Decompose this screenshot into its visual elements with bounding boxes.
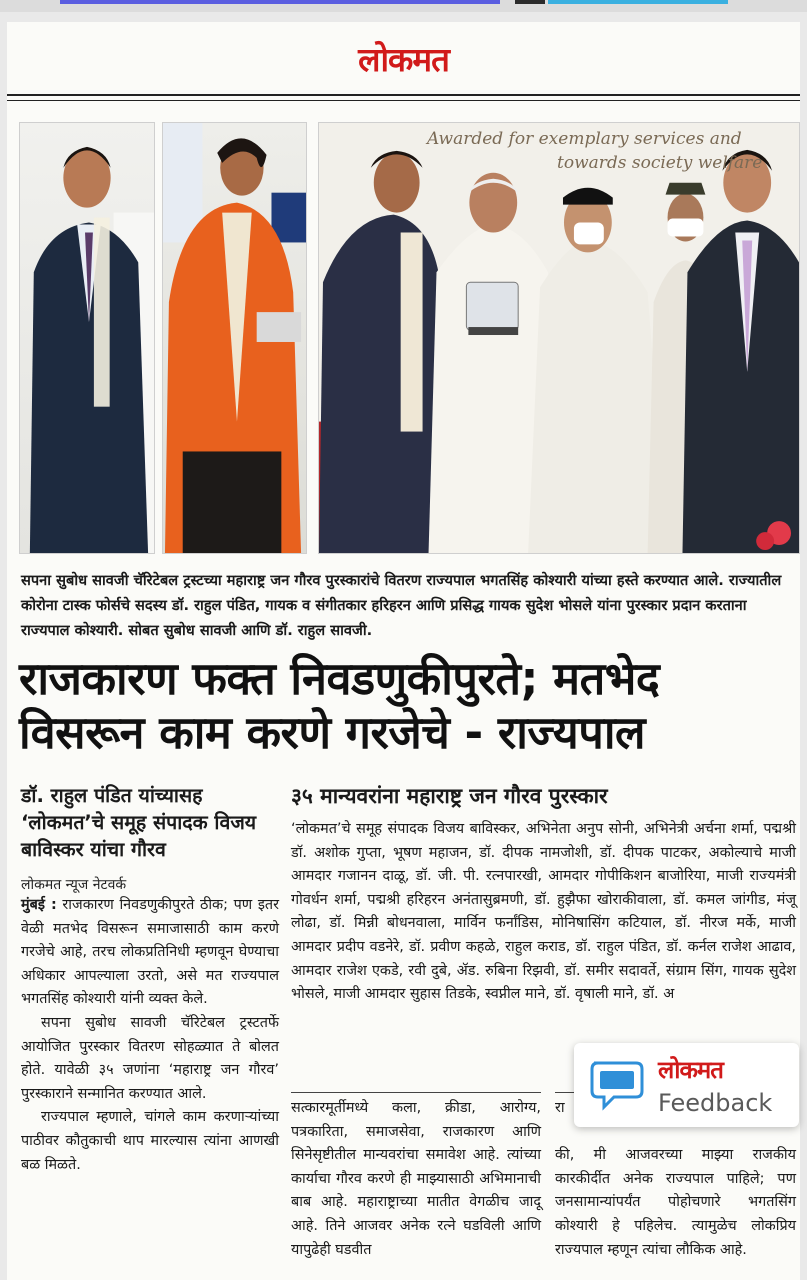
headline — [19, 652, 794, 760]
right-subheadline: ३५ मान्यवरांना महाराष्ट्र जन गौरव पुरस्कार — [291, 784, 608, 808]
photo-awardee-singer — [162, 122, 307, 554]
article-paragraph-1 — [21, 894, 279, 1012]
feedback-widget[interactable] — [574, 1043, 799, 1127]
right-column-fragment: रा — [555, 1100, 565, 1116]
browser-top-bar — [0, 0, 807, 12]
newspaper-clipping — [7, 22, 800, 1280]
article-mid-column-2 — [291, 1097, 541, 1262]
masthead — [7, 36, 800, 81]
byline: लोकमत न्यूज नेटवर्क — [21, 877, 127, 893]
article-right-column — [291, 782, 796, 1007]
paragraph-1-text: राजकारण निवडणुकीपुरते ठीक; पण इतर वेळी मतभेद विसरून समाजासाठी काम करणे गरजेचे आहे, तरच लोकप्रतिनिधी म्हणवून घेण्याचा अधिकार आपल्याला उरतो, असे मत राज्यपाल भगतसिंह कोश्यारी यांनी व्यक्त केले. — [21, 897, 280, 1008]
headline-line-1: राजकारण फक्त निवडणुकीपुरते; मतभेद — [19, 652, 660, 705]
top-bar-segment — [60, 0, 500, 4]
right-column-text: की, मी आजवरच्या माझ्या राजकीय कारकीर्दीत अनेक राज्यपाल पाहिले; पण जनसामान्यांपर्यंत पोहोचणारे भगतसिंग कोश्यारी हे पहिलेच. त्यामुळेच लोकप्रिय राज्यपाल म्हणून त्यांचा लौकिक आहे. — [555, 1147, 796, 1258]
photo-award-ceremony — [318, 122, 800, 554]
article-paragraph-2: सपना सुबोध सावजी चॅरिटेबल ट्रस्टतर्फे आयोजित पुरस्कार वितरण सोहळ्यात ते बोलत होते. यावेळी ३५ जणांना ‘महाराष्ट्र जन गौरव’ पुरस्काराने सन्मानित करण्यात आले. — [21, 1014, 279, 1102]
left-subheadline: डॉ. राहुल पंडित यांच्यासह ‘लोकमत’चे समूह संपादक विजय बाविस्कर यांचा गौरव — [21, 784, 257, 861]
masthead-rule-thin — [7, 100, 800, 101]
article-paragraph-3: राज्यपाल म्हणाले, चांगले काम करणाऱ्यांच्या पाठीवर कौतुकाची थाप मारल्यास त्यांना आणखी बळ मिळते. — [21, 1109, 279, 1173]
article-left-column — [21, 782, 279, 1177]
chat-bubble-icon — [588, 1057, 646, 1113]
photo-banner-text-1: Awarded for exemplary services and — [427, 129, 742, 149]
mid-column-text: सत्कारमूर्तीमध्ये कला, क्रीडा, आरोग्य, पत्रकारिता, समाजसेवा, राजकारण आणि सिनेसृष्टीतील मान्यवरांचा समावेश आहे. त्यांच्या कार्याचा गौरव करणे ही माझ्यासाठी अभिमानाची बाब आहे. महाराष्ट्राच्या मातीत वेगळीच जादू आहे. तिने आजवर अनेक रत्ने घडविली आणि यापुढेही घडवीत — [291, 1100, 541, 1258]
dateline: मुंबई : — [21, 897, 57, 913]
top-bar-segment — [515, 0, 545, 4]
column-divider — [291, 1092, 541, 1093]
photo-banner-text-2: towards society welfare — [557, 153, 763, 173]
awardee-list: ‘लोकमत’चे समूह संपादक विजय बाविस्कर, अभिनेता अनुप सोनी, अभिनेत्री अर्चना शर्मा, पद्मश्री डॉ. अशोक गुप्ता, भूषण महाजन, डॉ. दीपक नामजोशी, डॉ. दीपक पाटकर, अकोल्याचे माजी आमदार गजानन दाळू, डॉ. जी. पी. रत्नपारखी, आमदार गोपीकिशन बाजोरिया, माजी राज्यमंत्री गोवर्धन शर्मा, पद्मश्री हरिहरन अनंतासुब्रमणी, डॉ. हुझैफा खोराकीवाला, डॉ. कमल जांगीड, मंजू लोढा, डॉ. मिन्नी बोधनवाला, मार्विन फर्नांडिस, मोनिषासिंग कटियाल, डॉ. नीरज मर्के, माजी आमदार प्रदीप वडनेरे, डॉ. प्रवीण कहळे, राहुल कराड, डॉ. राहुल पंडित, डॉ. कर्नल राजेश आढाव, आमदार राजेश एकडे, रवी दुबे, ॲड. रुबिना रिझवी, डॉ. समीर सदावर्ते, संग्राम सिंग, गायक सुदेश भोसले, माजी आमदार सुहास तिडके, स्वप्नील माने, डॉ. वृषाली माने, डॉ. अ — [291, 821, 796, 1003]
photo-awardee-left — [19, 122, 155, 554]
top-bar-segment — [548, 0, 728, 4]
lokmat-logo: लोकमत — [358, 40, 449, 79]
photo-caption: सपना सुबोध सावजी चॅरिटेबल ट्रस्टच्या महाराष्ट्र जन गौरव पुरस्कारांचे वितरण राज्यपाल भगतसिंह कोश्यारी यांच्या हस्ते करण्यात आले. राज्यातील कोरोना टास्क फोर्सचे सदस्य डॉ. राहुल पंडित, गायक व संगीतकार हरिहरन आणि प्रसिद्ध गायक सुदेश भोसले यांना पुरस्कार प्रदान करताना राज्यपाल कोश्यारी. सोबत सुबोध सावजी आणि डॉ. राहुल सावजी. — [21, 572, 782, 639]
feedback-logo: लोकमत — [658, 1056, 723, 1084]
feedback-button-label[interactable]: Feedback — [658, 1089, 773, 1117]
masthead-rule — [7, 94, 800, 96]
headline-line-2: विसरून काम करणे गरजेचे - राज्यपाल — [19, 706, 646, 759]
